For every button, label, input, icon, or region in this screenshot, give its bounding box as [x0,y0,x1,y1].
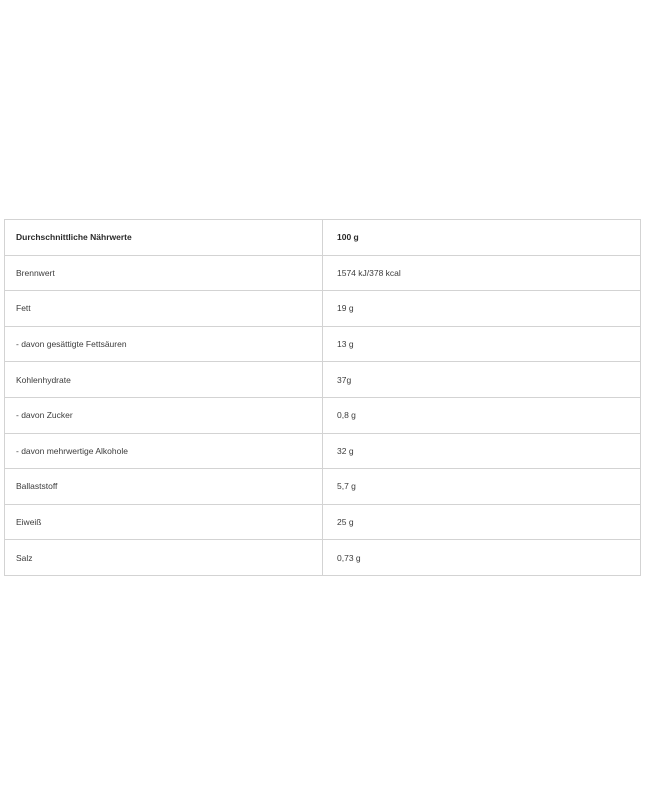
nutrient-name: - davon Zucker [5,397,323,433]
nutrient-name: Eiweiß [5,504,323,540]
table-row [5,433,641,469]
header-amount-label: 100 g [323,220,641,256]
nutrient-value: 0,8 g [323,397,641,433]
table-row [5,469,641,505]
header-nutrient-label: Durchschnittliche Nährwerte [5,220,323,256]
table-row [5,540,641,576]
nutrient-value: 1574 kJ/378 kcal [323,255,641,291]
nutrient-value: 5,7 g [323,469,641,505]
nutrient-name: Salz [5,540,323,576]
nutrient-value: 25 g [323,504,641,540]
nutrient-name: Kohlenhydrate [5,362,323,398]
nutrient-name: - davon gesättigte Fettsäuren [5,326,323,362]
nutrient-name: - davon mehrwertige Alkohole [5,433,323,469]
nutrient-value: 32 g [323,433,641,469]
nutrient-value: 0,73 g [323,540,641,576]
table-row [5,326,641,362]
nutrient-name: Ballaststoff [5,469,323,505]
table-row [5,255,641,291]
table-row [5,291,641,327]
table-row [5,397,641,433]
table-row [5,362,641,398]
nutrient-value: 19 g [323,291,641,327]
nutrient-name: Brennwert [5,255,323,291]
nutrition-table [4,219,641,576]
table-row [5,504,641,540]
table-header-row [5,220,641,256]
nutrition-table-container [4,219,640,576]
nutrient-value: 13 g [323,326,641,362]
nutrient-name: Fett [5,291,323,327]
nutrient-value: 37g [323,362,641,398]
